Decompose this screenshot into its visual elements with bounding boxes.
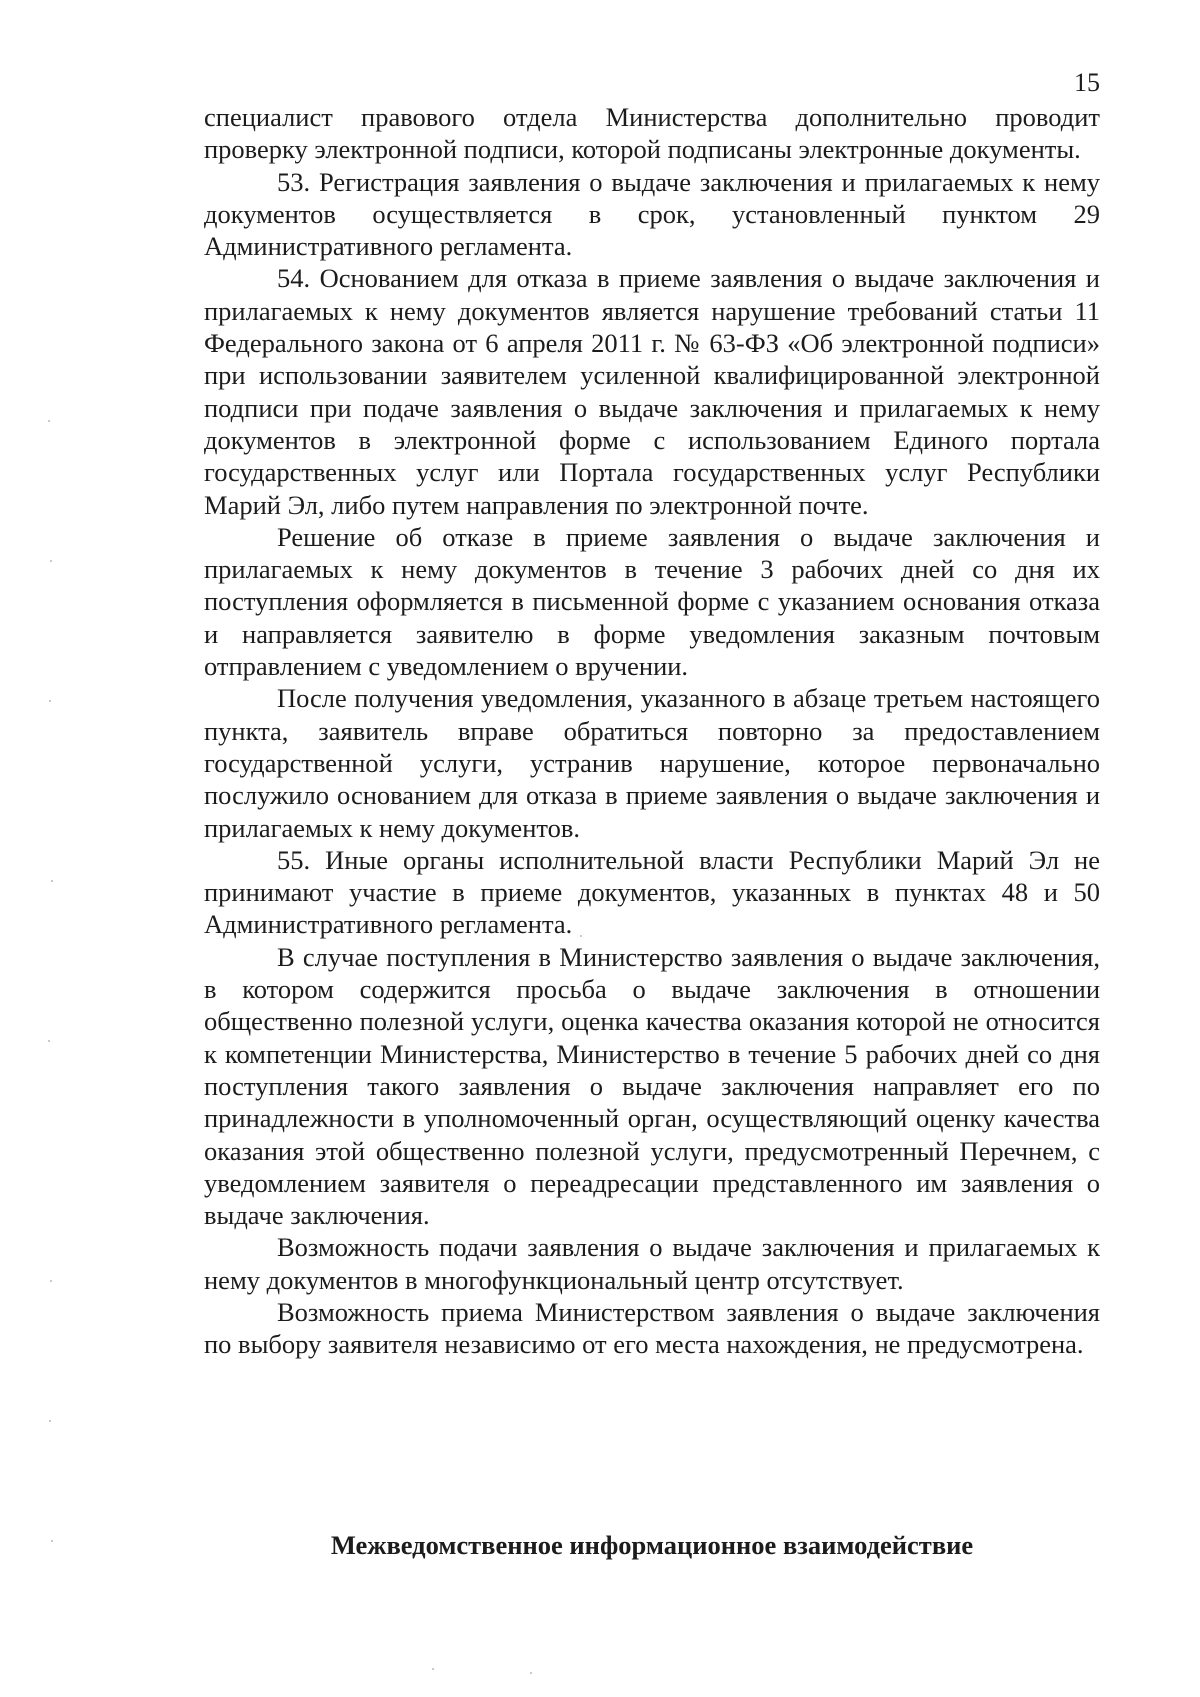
scan-speck — [432, 1668, 434, 1670]
paragraph-mfc: Возможность подачи заявления о выдаче заключения и прилагаемых к нему документов в многофункциональный центр отсутствует. — [204, 1232, 1100, 1295]
scan-speck — [530, 1672, 532, 1674]
scan-speck — [48, 1040, 50, 1042]
paragraph-resubmission: После получения уведомления, указанного в абзаце третьем настоящего пункта, заявитель вправе обратиться повторно за предоставлением государственной услуги, устранив нарушение, которое первоначально послужило основанием для отказа в приеме заявления о выдаче заключения и прилагаемых к нему документов. — [204, 683, 1100, 843]
scan-speck — [50, 1280, 52, 1282]
paragraph-54: 54. Основанием для отказа в приеме заявления о выдаче заключения и прилагаемых к нему документов является нарушение требований статьи 11 Федерального закона от 6 апреля 2011 г. № 63-ФЗ «Об электронной подписи» при использовании заявителем усиленной квалифицированной электронной подписи при подаче заявления о выдаче заключения и прилагаемых к нему документов в электронной форме с использованием Единого портала государственных услуг или Портала государственных услуг Республики Марий Эл, либо путем направления по электронной почте. — [204, 263, 1100, 520]
section-heading: Межведомственное информационное взаимодействие — [330, 1530, 974, 1560]
scan-speck — [51, 1540, 53, 1542]
scan-speck — [48, 420, 50, 422]
paragraph-refusal-decision: Решение об отказе в приеме заявления о выдаче заключения и прилагаемых к нему документов в течение 3 рабочих дней со дня их поступления оформляется в письменной форме с указанием основания отказа и направляется заявителю в форме уведомления заказным почтовым отправлением с уведомлением о вручении. — [204, 521, 1100, 682]
paragraph-continuation: специалист правового отдела Министерства дополнительно проводит проверку электронной подписи, которой подписаны электронные документы. — [204, 102, 1100, 165]
paragraph-redirection: В случае поступления в Министерство заявления о выдаче заключения, в котором содержится просьба о выдаче заключения в отношении общественно полезной услуги, оценка качества оказания которой не относится к компетенции Министерства, Министерство в течение 5 рабочих дней со дня поступления такого заявления о выдаче заключения направляет его по принадлежности в уполномоченный орган, осуществляющий оценку качества оказания этой общественно полезной услуги, предусмотренный Перечнем, с уведомлением заявителя о переадресации представленного им заявления о выдаче заключения. — [204, 941, 1100, 1231]
page-number: 15 — [1074, 68, 1100, 97]
scan-speck — [51, 880, 53, 882]
paragraph-55: 55. Иные органы исполнительной власти Республики Марий Эл не принимают участие в приеме документов, указанных в пунктах 48 и 50 Административного регламента. — [204, 844, 1100, 940]
scan-speck — [49, 1420, 51, 1422]
paragraph-extraterritorial: Возможность приема Министерством заявления о выдаче заключения по выбору заявителя независимо от его места нахождения, не предусмотрена. — [204, 1296, 1100, 1360]
document-body — [204, 101, 1100, 1361]
scan-speck — [50, 560, 52, 562]
paragraph-53: 53. Регистрация заявления о выдаче заключения и прилагаемых к нему документов осуществляется в срок, установленный пунктом 29 Административного регламента. — [204, 166, 1100, 262]
scan-speck — [580, 935, 582, 937]
scan-speck — [49, 700, 51, 702]
